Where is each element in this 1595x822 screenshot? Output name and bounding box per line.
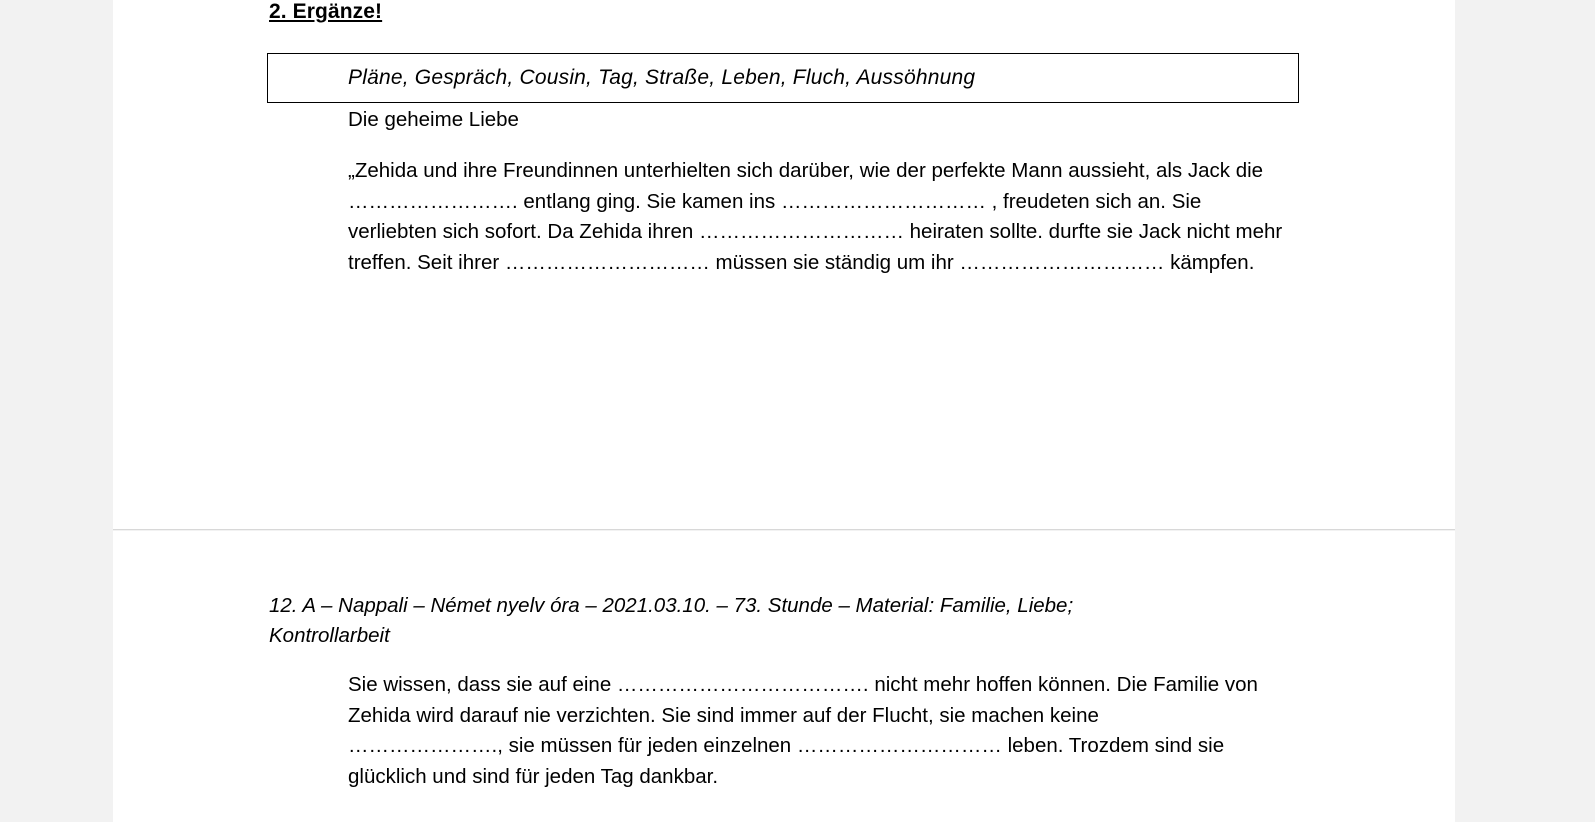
word-bank-box bbox=[267, 53, 1299, 103]
document-page-1 bbox=[113, 0, 1455, 530]
lesson-header: 12. A – Nappali – Német nyelv óra – 2021.03.10. – 73. Stunde – Material: Familie, Liebe; Kontrollarbeit bbox=[269, 594, 1074, 647]
exercise-heading: 2. Ergänze! bbox=[269, 0, 383, 23]
page-2-content bbox=[113, 531, 1455, 822]
page-1-content bbox=[113, 0, 1455, 529]
gap-fill-paragraph-2: Sie wissen, dass sie auf eine ………………………………. nicht mehr hoffen können. Die Familie von Zehida wird darauf nie verzichten. Sie sind immer auf der Flucht, sie machen keine …………………., sie müssen für jeden einzelnen ………………………… leben. Trozdem sind sie glücklich und sind für jeden Tag dankbar. bbox=[348, 673, 1258, 788]
word-bank-text: Pläne, Gespräch, Cousin, Tag, Straße, Leben, Fluch, Aussöhnung bbox=[348, 66, 976, 89]
document-page-2 bbox=[113, 531, 1455, 822]
text-subtitle: Die geheime Liebe bbox=[348, 108, 519, 131]
gap-fill-paragraph-1: „Zehida und ihre Freundinnen unterhielten sich darüber, wie der perfekte Mann aussieht, als Jack die ……………………. entlang ging. Sie kamen ins ………………………… , freudeten sich an. Sie verliebten sich sofort. Da Zehida ihren ………………………… heiraten sollte. durfte sie Jack nicht mehr treffen. Seit ihrer ………………………… müssen sie ständig um ihr ………………………… kämpfen. bbox=[348, 159, 1283, 274]
